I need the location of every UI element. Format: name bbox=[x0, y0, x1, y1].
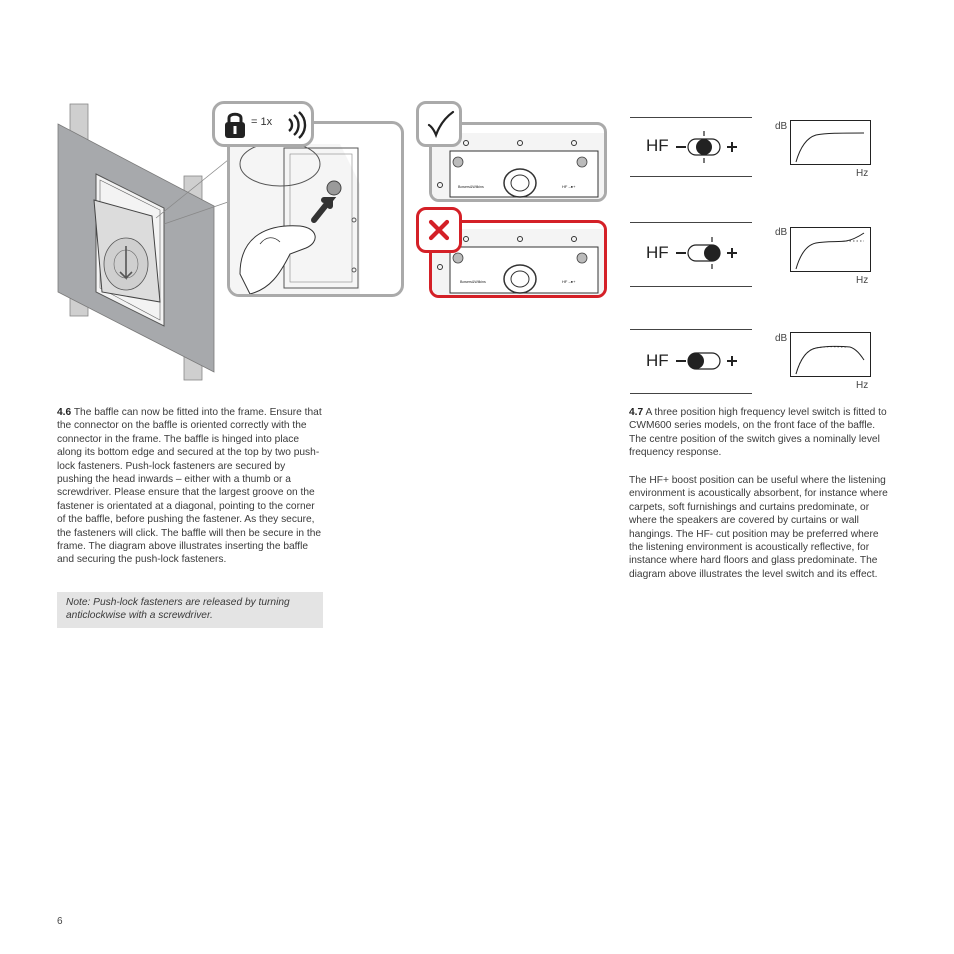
response-graph-cut bbox=[790, 332, 872, 378]
wrong-badge bbox=[416, 207, 462, 253]
response-graph-flat bbox=[790, 120, 872, 166]
graph-1-db-label: dB bbox=[775, 121, 788, 132]
lock-equation: = 1x bbox=[251, 116, 273, 128]
push-lock-fastener bbox=[327, 181, 341, 195]
graph-3-db-label: dB bbox=[775, 333, 788, 344]
section-number: 4.7 bbox=[629, 407, 644, 418]
lock-detail-panel bbox=[227, 121, 404, 297]
hf-label: HF bbox=[646, 136, 669, 155]
lock-badge bbox=[212, 101, 314, 147]
correct-badge bbox=[416, 101, 462, 147]
cross-icon bbox=[428, 219, 450, 241]
hf-switch-minus-icon bbox=[674, 343, 738, 379]
svg-text:Bowers&Wilkins: Bowers&Wilkins bbox=[460, 280, 486, 284]
graph-3-hz-label: Hz bbox=[856, 380, 869, 391]
section-4-7-paragraph-2: The HF+ boost position can be useful where the listening environment is acoustically absorbent, for instance where carpets, soft furnishings and curtains predominate, or where the speakers are covered by curtains or wall hangings. The HF- cut position may be preferred where the listening environment is acoustically reflective, for instance where hard floors and glass predominate. The diagram above illustrates the level switch and its effect. bbox=[629, 475, 888, 580]
svg-text:HF –●+: HF –●+ bbox=[562, 184, 576, 189]
section-text: The baffle can now be fitted into the frame. Ensure that the connector on the baffle is oriented correctly with the connector in the frame. The baffle is hinged into place along its bottom edge and secured at the top by two push-lock fasteners. Push-lock fasteners are secured by pushing the head inwards – either with a thumb or a screwdriver. Please ensure that the largest groove on the fastener is orientated at a diagonal, pointing to the corner of the baffle, before pushing the fastener. As they secure, the fasteners will click. The baffle will then be secure in the frame. The diagram above illustrates inserting the baffle and securing the push-lock fasteners. bbox=[57, 407, 322, 566]
hf-switch-panel-minus bbox=[630, 329, 752, 394]
checkmark-icon bbox=[425, 110, 455, 140]
section-number: 4.6 bbox=[57, 407, 72, 418]
section-4-7-paragraph bbox=[629, 406, 891, 460]
response-graph-boost bbox=[790, 227, 872, 273]
fastener-closeup bbox=[230, 124, 401, 294]
section-text: A three position high frequency level switch is fitted to CWM600 series models, on the front face of the baffle. The centre position of the switch gives a nominally level frequency response. bbox=[629, 407, 887, 459]
hf-label: HF bbox=[646, 243, 669, 262]
hf-label: HF bbox=[646, 351, 669, 370]
graph-1-hz-label: Hz bbox=[856, 168, 869, 179]
graph-2-db-label: dB bbox=[775, 227, 788, 238]
graph-2-hz-label: Hz bbox=[856, 275, 869, 286]
lock-icon bbox=[223, 110, 247, 140]
note-box bbox=[57, 592, 323, 628]
svg-text:HF –●+: HF –●+ bbox=[562, 279, 576, 284]
click-sound-icon bbox=[283, 111, 309, 139]
page-number: 6 bbox=[57, 916, 63, 927]
hf-switch-plus-icon bbox=[674, 235, 738, 271]
section-4-6-paragraph bbox=[57, 406, 323, 567]
hf-switch-centre-icon bbox=[674, 129, 738, 165]
hf-switch-panel-plus bbox=[630, 222, 752, 287]
brand-label: Bowers&Wilkins bbox=[458, 185, 484, 189]
note-text: Note: Push-lock fasteners are released by turning anticlockwise with a screwdriver. bbox=[66, 597, 290, 622]
hf-switch-panel-centre bbox=[630, 117, 752, 177]
